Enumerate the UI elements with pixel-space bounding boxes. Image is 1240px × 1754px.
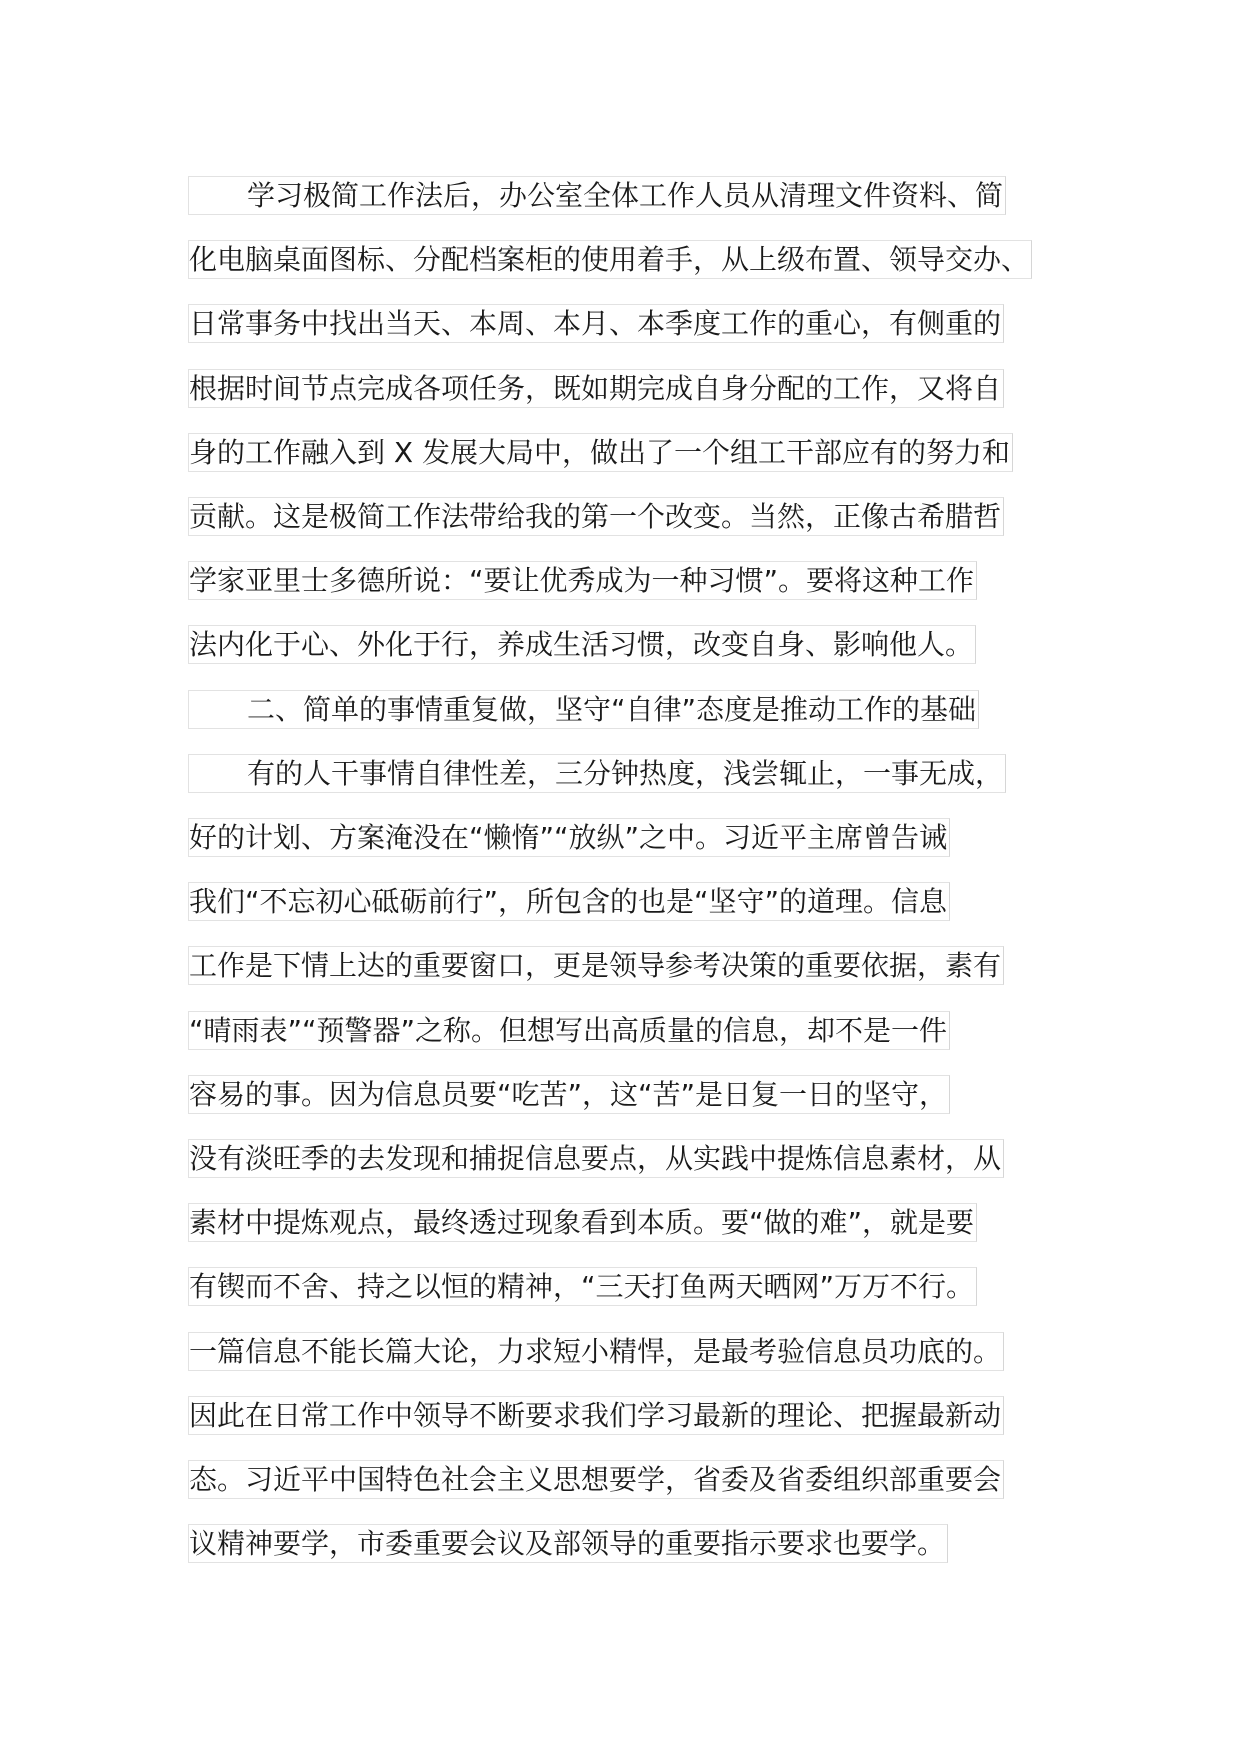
paragraph-line: 学习极简工作法后，办公室全体工作人员从清理文件资料、简 (188, 176, 1006, 215)
paragraph-line: 议精神要学，市委重要会议及部领导的重要指示要求也要学。 (188, 1524, 948, 1563)
paragraph-line: 素材中提炼观点，最终透过现象看到本质。要“做的难”，就是要 (188, 1203, 977, 1242)
paragraph-line: 有的人干事情自律性差，三分钟热度，浅尝辄止，一事无成， (188, 754, 1006, 793)
paragraph-line: 我们“不忘初心砥砺前行”，所包含的也是“坚守”的道理。信息 (188, 882, 950, 921)
paragraph-line: 法内化于心、外化于行，养成生活习惯，改变自身、影响他人。 (188, 625, 976, 664)
paragraph-line: 贡献。这是极简工作法带给我的第一个改变。当然，正像古希腊哲 (188, 497, 1004, 536)
section-heading: 二、简单的事情重复做，坚守“自律”态度是推动工作的基础 (188, 690, 979, 729)
paragraph-line: 根据时间节点完成各项任务，既如期完成自身分配的工作，又将自 (188, 369, 1004, 408)
paragraph-line: 身的工作融入到 X 发展大局中，做出了一个组工干部应有的努力和 (188, 433, 1013, 472)
paragraph-line: 好的计划、方案淹没在“懒惰”“放纵”之中。习近平主席曾告诫 (188, 818, 950, 857)
paragraph-line: 学家亚里士多德所说：“要让优秀成为一种习惯”。要将这种工作 (188, 561, 977, 600)
paragraph-line: 化电脑桌面图标、分配档案柜的使用着手，从上级布置、领导交办、 (188, 240, 1032, 279)
paragraph-line: 一篇信息不能长篇大论，力求短小精悍，是最考验信息员功底的。 (188, 1332, 1004, 1371)
paragraph-line: 容易的事。因为信息员要“吃苦”，这“苦”是日复一日的坚守， (188, 1075, 950, 1114)
paragraph-line: 因此在日常工作中领导不断要求我们学习最新的理论、把握最新动 (188, 1396, 1004, 1435)
paragraph-line: “晴雨表”“预警器”之称。但想写出高质量的信息，却不是一件 (188, 1011, 950, 1050)
paragraph-line: 工作是下情上达的重要窗口，更是领导参考决策的重要依据，素有 (188, 946, 1004, 985)
paragraph-line: 态。习近平中国特色社会主义思想要学，省委及省委组织部重要会 (188, 1460, 1004, 1499)
paragraph-line: 没有淡旺季的去发现和捕捉信息要点，从实践中提炼信息素材，从 (188, 1139, 1004, 1178)
paragraph-line: 有锲而不舍、持之以恒的精神，“三天打鱼两天晒网”万万不行。 (188, 1267, 977, 1306)
paragraph-line: 日常事务中找出当天、本周、本月、本季度工作的重心，有侧重的 (188, 304, 1004, 343)
